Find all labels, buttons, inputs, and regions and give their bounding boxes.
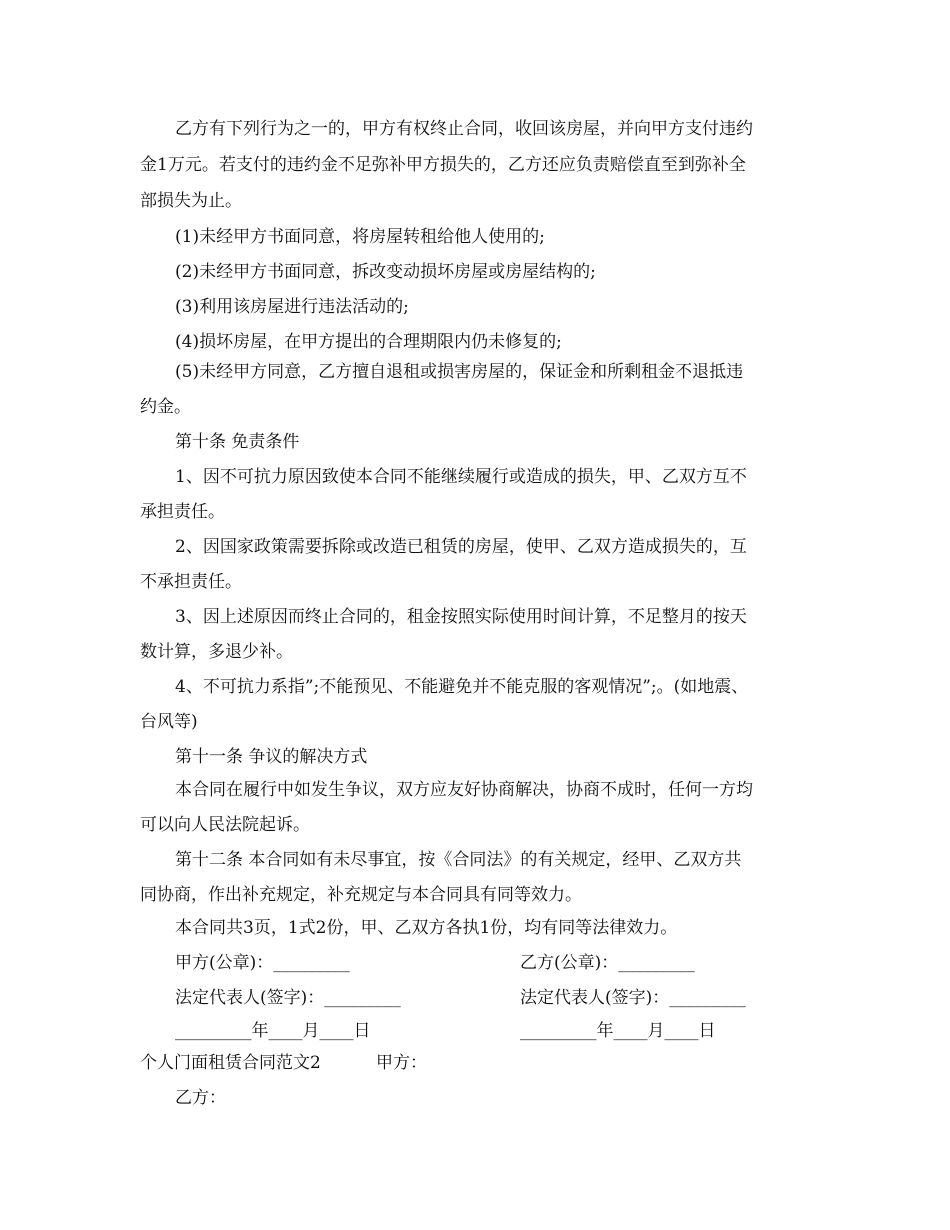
list-item: (3)利用该房屋进行违法活动的;	[175, 297, 409, 317]
paragraph-line: 可以向人民法院起诉。	[140, 815, 310, 835]
paragraph-line: 4、不可抗力系指”;不能预见、不能避免并不能克服的客观情况”;。(如地震、	[175, 677, 749, 697]
list-item: 约金。	[140, 397, 191, 417]
party-a-representative: 法定代表人(签字)：_________	[175, 988, 401, 1008]
paragraph-line: 金1万元。若支付的违约金不足弥补甲方损失的，乙方还应负责赔偿直至到弥补全	[140, 155, 746, 175]
paragraph-line: 数计算，多退少补。	[140, 642, 293, 662]
list-item: (4)损坏房屋，在甲方提出的合理期限内仍未修复的;	[175, 332, 562, 352]
paragraph-line: 承担责任。	[140, 502, 225, 522]
paragraph-line: 1、因不可抗力原因致使本合同不能继续履行或造成的损失，甲、乙双方互不	[175, 467, 747, 487]
article-title: 第十条 免责条件	[175, 432, 300, 452]
party-b-seal: 乙方(公章)：_________	[520, 953, 695, 973]
paragraph-line: 不承担责任。	[140, 572, 242, 592]
party-b-representative: 法定代表人(签字)：_________	[520, 988, 746, 1008]
paragraph-line: 2、因国家政策需要拆除或改造已租赁的房屋，使甲、乙双方造成损失的，互	[175, 537, 747, 557]
paragraph-line: 3、因上述原因而终止合同的，租金按照实际使用时间计算，不足整月的按天	[175, 607, 747, 627]
copies-statement: 本合同共3页，1式2份，甲、乙双方各执1份，均有同等法律效力。	[175, 918, 678, 938]
next-document-title: 个人门面租赁合同范文2	[140, 1053, 321, 1073]
next-party-b: 乙方：	[175, 1088, 226, 1108]
paragraph-line: 本合同在履行中如发生争议，双方应友好协商解决，协商不成时，任何一方均	[175, 780, 753, 800]
article-title: 第十一条 争议的解决方式	[175, 747, 368, 767]
paragraph-line: 部损失为止。	[140, 191, 242, 211]
next-party-a: 甲方：	[376, 1053, 427, 1073]
list-item: (5)未经甲方同意，乙方擅自退租或损害房屋的，保证金和所剩租金不退抵违	[175, 362, 744, 382]
list-item: (1)未经甲方书面同意，将房屋转租给他人使用的;	[175, 227, 545, 247]
list-item: (2)未经甲方书面同意，拆改变动损坏房屋或房屋结构的;	[175, 262, 596, 282]
paragraph-line: 同协商，作出补充规定，补充规定与本合同具有同等效力。	[140, 885, 582, 905]
party-a-date: _________年____月____日	[175, 1021, 371, 1041]
party-a-seal: 甲方(公章)：_________	[175, 953, 350, 973]
paragraph-line: 第十二条 本合同如有未尽事宜，按《合同法》的有关规定，经甲、乙双方共	[175, 850, 742, 870]
paragraph-line: 乙方有下列行为之一的，甲方有权终止合同，收回该房屋，并向甲方支付违约	[175, 119, 753, 139]
paragraph-line: 台风等)	[140, 712, 198, 732]
party-b-date: _________年____月____日	[520, 1021, 716, 1041]
